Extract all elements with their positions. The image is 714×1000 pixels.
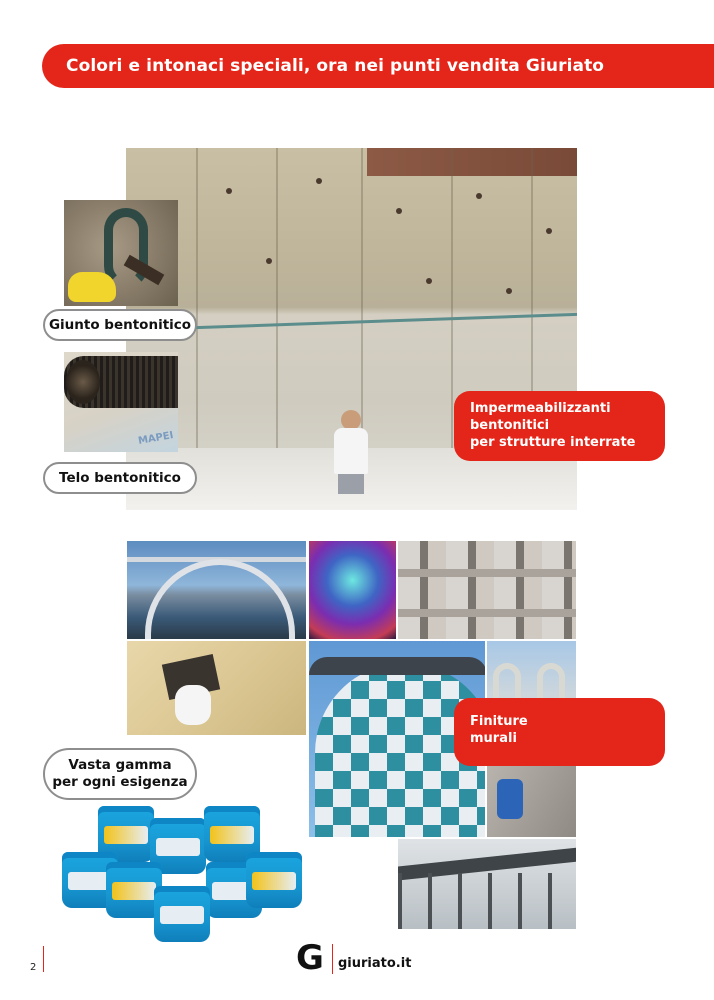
bridge-ribs: [398, 873, 577, 930]
wall-bolt: [226, 188, 232, 194]
footer-rule-left: [43, 946, 44, 972]
label-giunto: [43, 309, 197, 341]
balcony: [398, 609, 576, 617]
bucket-label: [160, 906, 204, 924]
label-gamma: [43, 748, 197, 800]
label-gamma-line: per ogni esigenza: [52, 774, 188, 790]
worker-legs: [338, 474, 364, 494]
photo-sky: [367, 148, 577, 176]
wall-bolt: [396, 208, 402, 214]
telo-photo: [64, 352, 178, 452]
tower-roof: [309, 657, 486, 675]
wall-bolt: [476, 193, 482, 199]
plastering-photo: [126, 640, 307, 736]
spray-gun: [497, 779, 523, 819]
roll-end: [66, 360, 100, 404]
worker-body: [334, 428, 368, 474]
label-impermeabilizzanti: [454, 391, 665, 461]
wall-joint: [196, 148, 198, 450]
bucket: [246, 852, 302, 908]
giunto-photo: [64, 200, 178, 306]
yellow-glove: [68, 272, 116, 302]
bucket: [154, 886, 210, 942]
red-label-line: per strutture interrate: [470, 434, 636, 450]
label-finiture: [454, 698, 665, 766]
wall-bolt: [266, 258, 272, 264]
bentonite-strip: [104, 208, 148, 288]
red-label-line: Impermeabilizzanti: [470, 401, 611, 416]
balcony: [398, 569, 576, 577]
label-telo: [43, 462, 197, 494]
bridge-underside-photo: [397, 838, 577, 930]
building-facade-photo: [397, 540, 577, 640]
red-label-line: murali: [470, 730, 517, 746]
bucket-label: [210, 826, 254, 844]
wall-joint: [276, 148, 278, 450]
site-link[interactable]: giuriato.it: [338, 956, 412, 971]
wall-bolt: [426, 278, 432, 284]
giuriato-logo-icon: G: [296, 938, 324, 978]
label-giunto-text: Giunto bentonitico: [48, 316, 192, 333]
arches-photo: [486, 640, 577, 700]
red-label-line: Finiture: [470, 714, 528, 729]
arch: [493, 663, 521, 700]
footer-rule-right: [332, 944, 333, 974]
worker-head: [341, 410, 361, 430]
wall-bolt: [316, 178, 322, 184]
label-gamma-line: Vasta gamma: [68, 757, 172, 774]
bridge-arch: [145, 559, 295, 639]
wall-joint: [451, 148, 453, 450]
label-telo-text: Telo bentonitico: [59, 469, 181, 486]
arch-bridge-photo: [126, 540, 307, 640]
wall-bolt: [546, 228, 552, 234]
header-banner: [42, 44, 714, 88]
page-title: Colori e intonaci speciali, ora nei punti vendita Giuriato: [66, 56, 605, 76]
wall-joint: [361, 148, 363, 450]
photo-brand-text: MAPEI: [137, 429, 175, 448]
bucket-label: [112, 882, 156, 900]
bucket-label: [156, 838, 200, 856]
gloved-hand: [175, 685, 211, 725]
wall-bolt: [506, 288, 512, 294]
spray-gun-photo: [486, 764, 577, 838]
product-buckets: [60, 800, 300, 950]
bucket-label: [104, 826, 148, 844]
bucket-label: [252, 872, 296, 890]
arch: [537, 663, 565, 700]
red-label-line: bentonitici: [470, 417, 550, 433]
lit-tunnel-photo: [308, 540, 397, 640]
waterproof-seam: [166, 313, 577, 330]
page-number: 2: [30, 962, 37, 973]
